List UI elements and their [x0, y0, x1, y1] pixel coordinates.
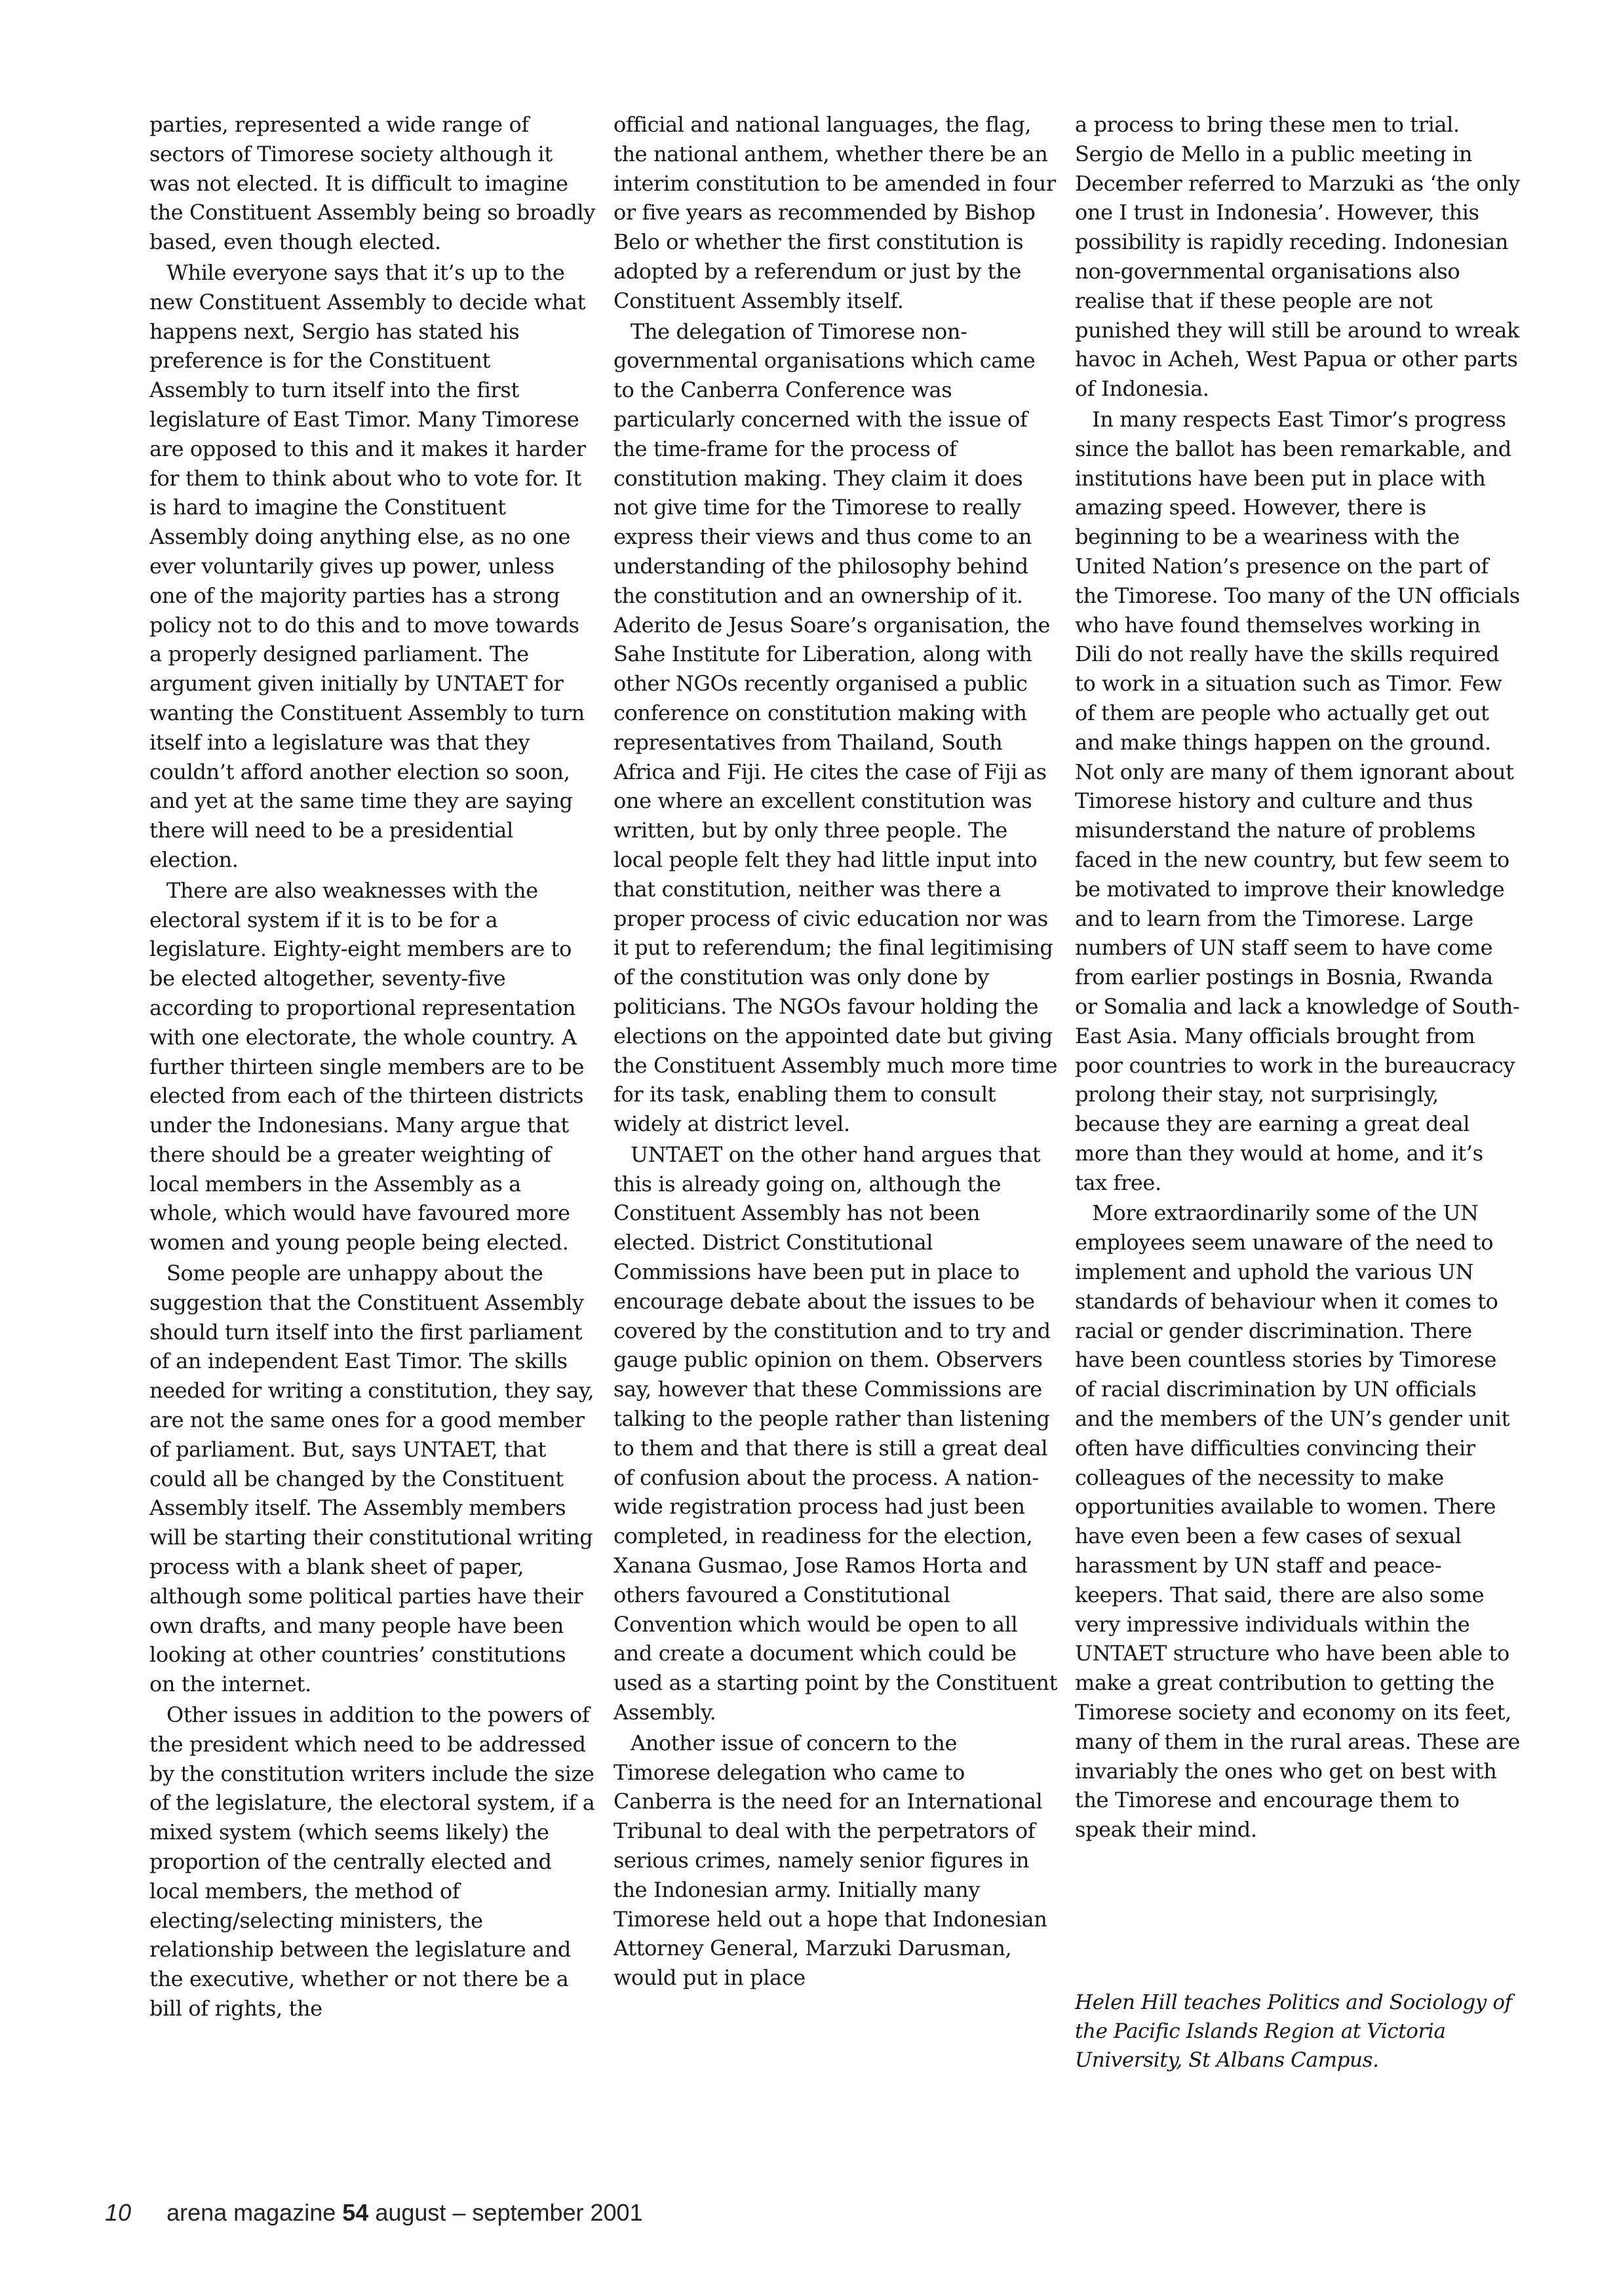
paragraph: Some people are unhappy about the suggestion that the Constituent Assembly should turn itself into the first parliament of an independent East Timor. The skills needed for writing a constitution, they say, are not the same ones for a good member of parliament. But, says UNTAET, that could all be changed by the Constituent Assembly itself. The Assembly members will be starting their constitutional writing process with a blank sheet of paper, although some political parties have their own drafts, and many people have been looking at other countries’ constitutions on the internet. — [149, 1261, 594, 1697]
paragraph: UNTAET on the other hand argues that this is already going on, although the Constituent Assembly has not been elected. District Constitutional Commissions have been put in place to encourage debate about the issues to be covered by the constitution and to try and gauge public opinion on them. Observers say, however that these Commissions are talking to the people rather than listening to them and that there is still a great deal of confusion about the process. A nation-wide registration process had just been completed, in readiness for the election, Xanana Gusmao, Jose Ramos Horta and others favoured a Constitutional Convention which would be open to all and create a document which could be used as a starting point by the Constituent Assembly. — [613, 1141, 1058, 1725]
paragraph: parties, represented a wide range of sectors of Timorese society although it was not elected. It is difficult to imagine the Constituent Assembly being so broadly based, even though elected. — [149, 112, 596, 255]
article-column-1 — [149, 110, 595, 2023]
paragraph: While everyone says that it’s up to the new Constituent Assembly to decide what happens next, Sergio has stated his preference is for the Constituent Assembly to turn itself into the first legislature of East Timor. Many Timorese are opposed to this and it makes it harder for them to think about who to vote for. It is hard to imagine the Constituent Assembly doing anything else, as no one ever voluntarily gives up power, unless one of the majority parties has a strong policy not to do this and to move towards a properly designed parliament. The argument given initially by UNTAET for wanting the Constituent Assembly to turn itself into a legislature was that they couldn’t afford another election so soon, and yet at the same time they are saying there will need to be a presidential election. — [149, 259, 586, 872]
article-column-3 — [1075, 110, 1521, 1845]
paragraph: More extraordinarily some of the UN employees seem unaware of the need to implement and uphold the various UN standards of behaviour when it comes to racial or gender discrimination. There have been countless stories by Timorese of racial discrimination by UN officials and the members of the UN’s gender unit often have difficulties convincing their colleagues of the necessity to make opportunities available to women. There have even been a few cases of sexual harassment by UN staff and peace-keepers. That said, there are also some very impressive individuals within the UNTAET structure who have been able to make a great contribution to getting the Timorese society and economy on its feet, many of them in the rural areas. These are invariably the ones who get on best with the Timorese and encourage them to speak their mind. — [1075, 1200, 1520, 1843]
paragraph: The delegation of Timorese non-governmental organisations which came to the Canberra Conference was particularly concerned with the issue of the time-frame for the process of constitution making. They claim it does not give time for the Timorese to really express their views and thus come to an understanding of the philosophy behind the constitution and an ownership of it. Aderito de Jesus Soare’s organisation, the Sahe Institute for Liberation, along with other NGOs recently organised a public conference on constitution making with representatives from Thailand, South Africa and Fiji. He cites the case of Fiji as one where an excellent constitution was written, but by only three people. The local people felt they had little input into that constitution, neither was there a proper process of civic education nor was it put to referendum; the final legitimising of the constitution was only done by politicians. The NGOs favour holding the elections on the appointed date but giving the Constituent Assembly much more time for its task, enabling them to consult widely at district level. — [613, 318, 1058, 1137]
paragraph: There are also weaknesses with the electoral system if it is to be for a legislature. Eighty-eight members are to be elected altogether, seventy-five according to proportional representation with one electorate, the whole country. A further thirteen single members are to be elected from each of the thirteen districts under the Indonesians. Many argue that there should be a greater weighting of local members in the Assembly as a whole, which would have favoured more women and young people being elected. — [149, 877, 584, 1255]
magazine-name: arena magazine — [166, 2199, 336, 2226]
author-bio: Helen Hill teaches Politics and Sociology of the Pacific Islands Region at Victoria University, St Albans Campus. — [1075, 1991, 1512, 2072]
article-column-2 — [613, 110, 1059, 1993]
paragraph: In many respects East Timor’s progress since the ballot has been remarkable, and institutions have been put in place with amazing speed. However, there is beginning to be a weariness with the United Nation’s presence on the part of the Timorese. Too many of the UN officials who have found themselves working in Dili do not really have the skills required to work in a situation such as Timor. Few of them are people who actually get out and make things happen on the ground. Not only are many of them ignorant about Timorese history and culture and thus misunderstand the nature of problems faced in the new country, but few seem to be motivated to improve their knowledge and to learn from the Timorese. Large numbers of UN staff seem to have come from earlier postings in Bosnia, Rwanda or Somalia and lack a knowledge of South-East Asia. Many officials brought from poor countries to work in the bureaucracy prolong their stay, not surprisingly, because they are earning a great deal more than they would at home, and it’s tax free. — [1075, 406, 1520, 1195]
paragraph: Other issues in addition to the powers of the president which need to be addressed by the constitution writers include the size of the legislature, the electoral system, if a mixed system (which seems likely) the proportion of the centrally elected and local members, the method of electing/selecting ministers, the relationship between the legislature and the executive, whether or not there be a bill of rights, the — [149, 1702, 595, 2021]
page-number: 10 — [105, 2199, 132, 2226]
issue-number: 54 — [342, 2199, 369, 2226]
paragraph: Another issue of concern to the Timorese delegation who came to Canberra is the need for an International Tribunal to deal with the perpetrators of serious crimes, namely senior figures in the Indonesian army. Initially many Timorese held out a hope that Indonesian Attorney General, Marzuki Darusman, would put in place — [613, 1730, 1047, 1991]
page-footer — [105, 2199, 643, 2227]
issue-date: august – september 2001 — [375, 2199, 643, 2226]
paragraph: official and national languages, the flag, the national anthem, whether there be an interim constitution to be amended in four or five years as recommended by Bishop Belo or whether the first constitution is adopted by a referendum or just by the Constituent Assembly itself. — [613, 112, 1056, 313]
paragraph: a process to bring these men to trial. Sergio de Mello in a public meeting in December referred to Marzuki as ‘the only one I trust in Indonesia’. However, this possibility is rapidly receding. Indonesian non-governmental organisations also realise that if these people are not punished they will still be around to wreak havoc in Acheh, West Papua or other parts of Indonesia. — [1075, 112, 1520, 402]
